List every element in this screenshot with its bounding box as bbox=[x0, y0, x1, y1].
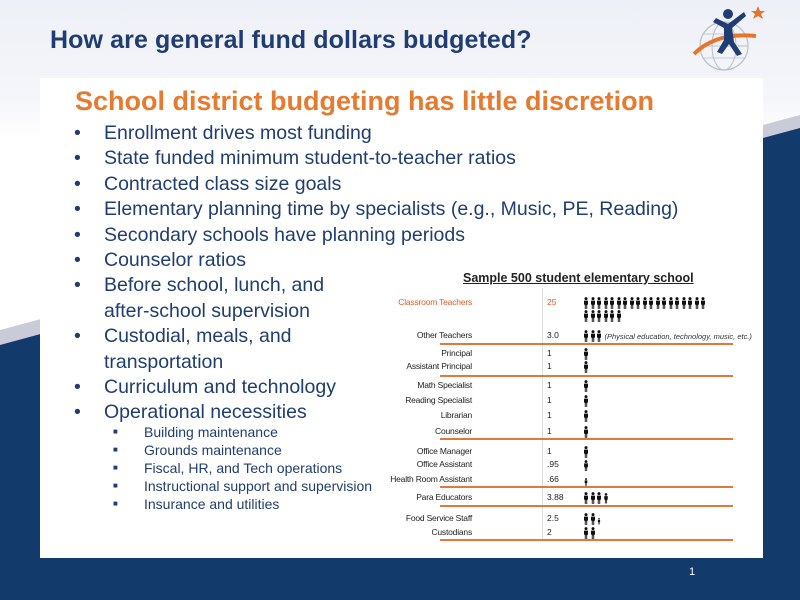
staff-row bbox=[416, 459, 740, 471]
staff-figures bbox=[583, 395, 590, 407]
staff-figure-icon bbox=[583, 361, 589, 373]
staff-count-label: 1 bbox=[547, 380, 552, 390]
staff-figures bbox=[583, 330, 603, 342]
staff-figure-icon bbox=[635, 297, 641, 309]
staff-figure-icon bbox=[700, 297, 706, 309]
bullet-item: • Curriculum and technology bbox=[74, 376, 336, 399]
staff-count-label: 1 bbox=[547, 410, 552, 420]
staff-role-label: Principal bbox=[441, 348, 472, 358]
bullet-item: • State funded minimum student-to-teacher ratios bbox=[74, 147, 516, 170]
bullet-item: • Custodial, meals, and transportation bbox=[74, 325, 292, 373]
staff-figure-icon bbox=[596, 518, 602, 525]
staff-figures bbox=[583, 459, 590, 471]
staffing-chart-title: Sample 500 student elementary school bbox=[463, 271, 694, 285]
staff-row bbox=[416, 446, 740, 458]
staff-role-label: Custodians bbox=[431, 527, 472, 537]
staff-figures bbox=[583, 426, 590, 438]
staff-role-label: Reading Specialist bbox=[405, 395, 472, 405]
staff-figure-icon bbox=[583, 330, 589, 342]
sub-bullet-item: ■ Fiscal, HR, and Tech operations bbox=[113, 460, 343, 476]
staff-figure-icon bbox=[668, 297, 674, 309]
staff-count-label: 2 bbox=[547, 527, 552, 537]
staff-figure-icon bbox=[642, 297, 648, 309]
staff-figure-icon bbox=[590, 310, 596, 322]
bullet-item: • Before school, lunch, and after-school supervision bbox=[74, 274, 325, 322]
staff-row bbox=[416, 330, 752, 342]
staff-row bbox=[435, 426, 740, 438]
slide-headline: School district budgeting has little discretion bbox=[75, 86, 655, 116]
bullet-item: • Counselor ratios bbox=[74, 249, 246, 272]
staff-figure-icon bbox=[590, 492, 596, 504]
staff-figure-icon bbox=[655, 297, 661, 309]
staff-count-label: .95 bbox=[547, 459, 559, 469]
staff-figure-icon bbox=[590, 297, 596, 309]
staff-row bbox=[406, 361, 740, 373]
slide-title: How are general fund dollars budgeted? bbox=[50, 26, 532, 54]
chart-separator bbox=[440, 539, 733, 541]
staff-figures bbox=[583, 297, 707, 309]
sub-bullet-item: ■ Instructional support and supervision bbox=[113, 478, 373, 494]
sub-bullet-item: ■ Building maintenance bbox=[113, 424, 278, 440]
staff-role-label: Office Assistant bbox=[416, 459, 472, 469]
staff-figure-icon bbox=[583, 446, 589, 458]
staff-row bbox=[390, 474, 740, 486]
staff-figures bbox=[583, 361, 590, 373]
staff-count-label: 3.88 bbox=[547, 492, 564, 502]
district-logo bbox=[686, 2, 766, 76]
staff-row bbox=[431, 527, 740, 539]
staff-count-label: 2.5 bbox=[547, 513, 559, 523]
staff-role-label: Librarian bbox=[440, 410, 472, 420]
staff-figure-icon bbox=[603, 297, 609, 309]
staff-figure-icon bbox=[583, 410, 589, 422]
staff-figures bbox=[583, 474, 590, 486]
staff-role-label: Assistant Principal bbox=[406, 361, 472, 371]
staff-figure-icon bbox=[583, 395, 589, 407]
staff-count-label: .66 bbox=[547, 474, 559, 484]
staff-figure-icon bbox=[590, 527, 596, 539]
staff-row bbox=[440, 348, 740, 360]
staff-count-label: 1 bbox=[547, 446, 552, 456]
staff-row bbox=[405, 513, 740, 525]
staff-count-label: 3.0 bbox=[547, 330, 559, 340]
staff-count-label: 1 bbox=[547, 361, 552, 371]
chart-separator bbox=[440, 343, 733, 345]
staff-figure-icon bbox=[648, 297, 654, 309]
staff-figure-icon bbox=[616, 310, 622, 322]
staff-figure-icon bbox=[681, 297, 687, 309]
chart-separator bbox=[440, 486, 733, 488]
staff-role-label: Office Manager bbox=[416, 446, 472, 456]
staff-count-label: 1 bbox=[547, 426, 552, 436]
chart-separator bbox=[440, 505, 733, 507]
staff-figure-icon bbox=[590, 513, 596, 525]
staff-figure-icon bbox=[596, 330, 602, 342]
staff-role-label: Counselor bbox=[435, 426, 472, 436]
staff-figure-icon bbox=[603, 493, 609, 504]
staff-figure-icon bbox=[609, 297, 615, 309]
staff-count-label: 25 bbox=[547, 297, 557, 307]
staff-figures bbox=[583, 492, 609, 504]
staff-figure-icon bbox=[583, 478, 589, 486]
staff-figure-icon bbox=[661, 297, 667, 309]
page-number: 1 bbox=[689, 566, 696, 578]
staff-figures bbox=[583, 310, 622, 322]
staff-figure-icon bbox=[596, 310, 602, 322]
staff-row bbox=[398, 297, 740, 309]
staff-count-label: 1 bbox=[547, 395, 552, 405]
other-teachers-note: (Physical education, technology, music, etc.) bbox=[604, 332, 752, 341]
staff-figure-icon bbox=[583, 310, 589, 322]
bullet-item: • Contracted class size goals bbox=[74, 172, 342, 195]
bullet-item: • Enrollment drives most funding bbox=[74, 122, 372, 144]
staff-figure-icon bbox=[583, 460, 589, 471]
staff-figure-icon bbox=[687, 297, 693, 309]
chart-separator bbox=[440, 375, 733, 377]
staff-figure-icon bbox=[583, 527, 589, 539]
staff-figures bbox=[583, 348, 590, 360]
staff-role-label: Para Educators bbox=[416, 492, 472, 502]
staff-figure-icon bbox=[674, 297, 680, 309]
staff-figure-icon bbox=[583, 492, 589, 504]
staffing-chart bbox=[390, 288, 752, 543]
staff-role-label: Other Teachers bbox=[416, 330, 472, 340]
staff-count-label: 1 bbox=[547, 348, 552, 358]
staffing-rows bbox=[390, 288, 752, 543]
staff-row bbox=[417, 380, 740, 392]
bullet-item: • Elementary planning time by specialists (e.g., Music, PE, Reading) bbox=[74, 198, 679, 221]
staff-role-label: Health Room Assistant bbox=[390, 474, 472, 484]
sub-bullet-item: ■ Insurance and utilities bbox=[113, 496, 280, 512]
staff-row bbox=[440, 410, 740, 422]
staff-figure-icon bbox=[596, 297, 602, 309]
staff-row bbox=[416, 492, 740, 504]
staff-figure-icon bbox=[596, 492, 602, 504]
sub-bullet-item: ■ Grounds maintenance bbox=[113, 442, 282, 458]
staff-figure-icon bbox=[583, 348, 589, 360]
staff-figures bbox=[583, 527, 596, 539]
staff-figure-icon bbox=[616, 297, 622, 309]
staff-figures bbox=[583, 380, 590, 392]
bullet-item: • Secondary schools have planning periods bbox=[74, 223, 465, 246]
chart-separator bbox=[440, 438, 733, 440]
staff-figures bbox=[583, 446, 590, 458]
staff-figure-icon bbox=[583, 513, 589, 525]
staff-figure-icon bbox=[583, 297, 589, 309]
staff-figures bbox=[583, 513, 603, 525]
staff-figure-icon bbox=[629, 297, 635, 309]
staff-role-label: Classroom Teachers bbox=[398, 297, 472, 307]
staff-figure-icon bbox=[622, 297, 628, 309]
staff-row bbox=[405, 395, 740, 407]
staff-figure-icon bbox=[609, 310, 615, 322]
staff-figure-icon bbox=[603, 310, 609, 322]
staff-figure-icon bbox=[583, 426, 589, 438]
staff-figure-icon bbox=[583, 380, 589, 392]
bullet-item: • Operational necessities bbox=[74, 401, 307, 424]
staff-figure-icon bbox=[590, 330, 596, 342]
staff-role-label: Math Specialist bbox=[417, 380, 472, 390]
staff-figures bbox=[583, 410, 590, 422]
staff-figure-icon bbox=[694, 297, 700, 309]
staff-role-label: Food Service Staff bbox=[405, 513, 472, 523]
